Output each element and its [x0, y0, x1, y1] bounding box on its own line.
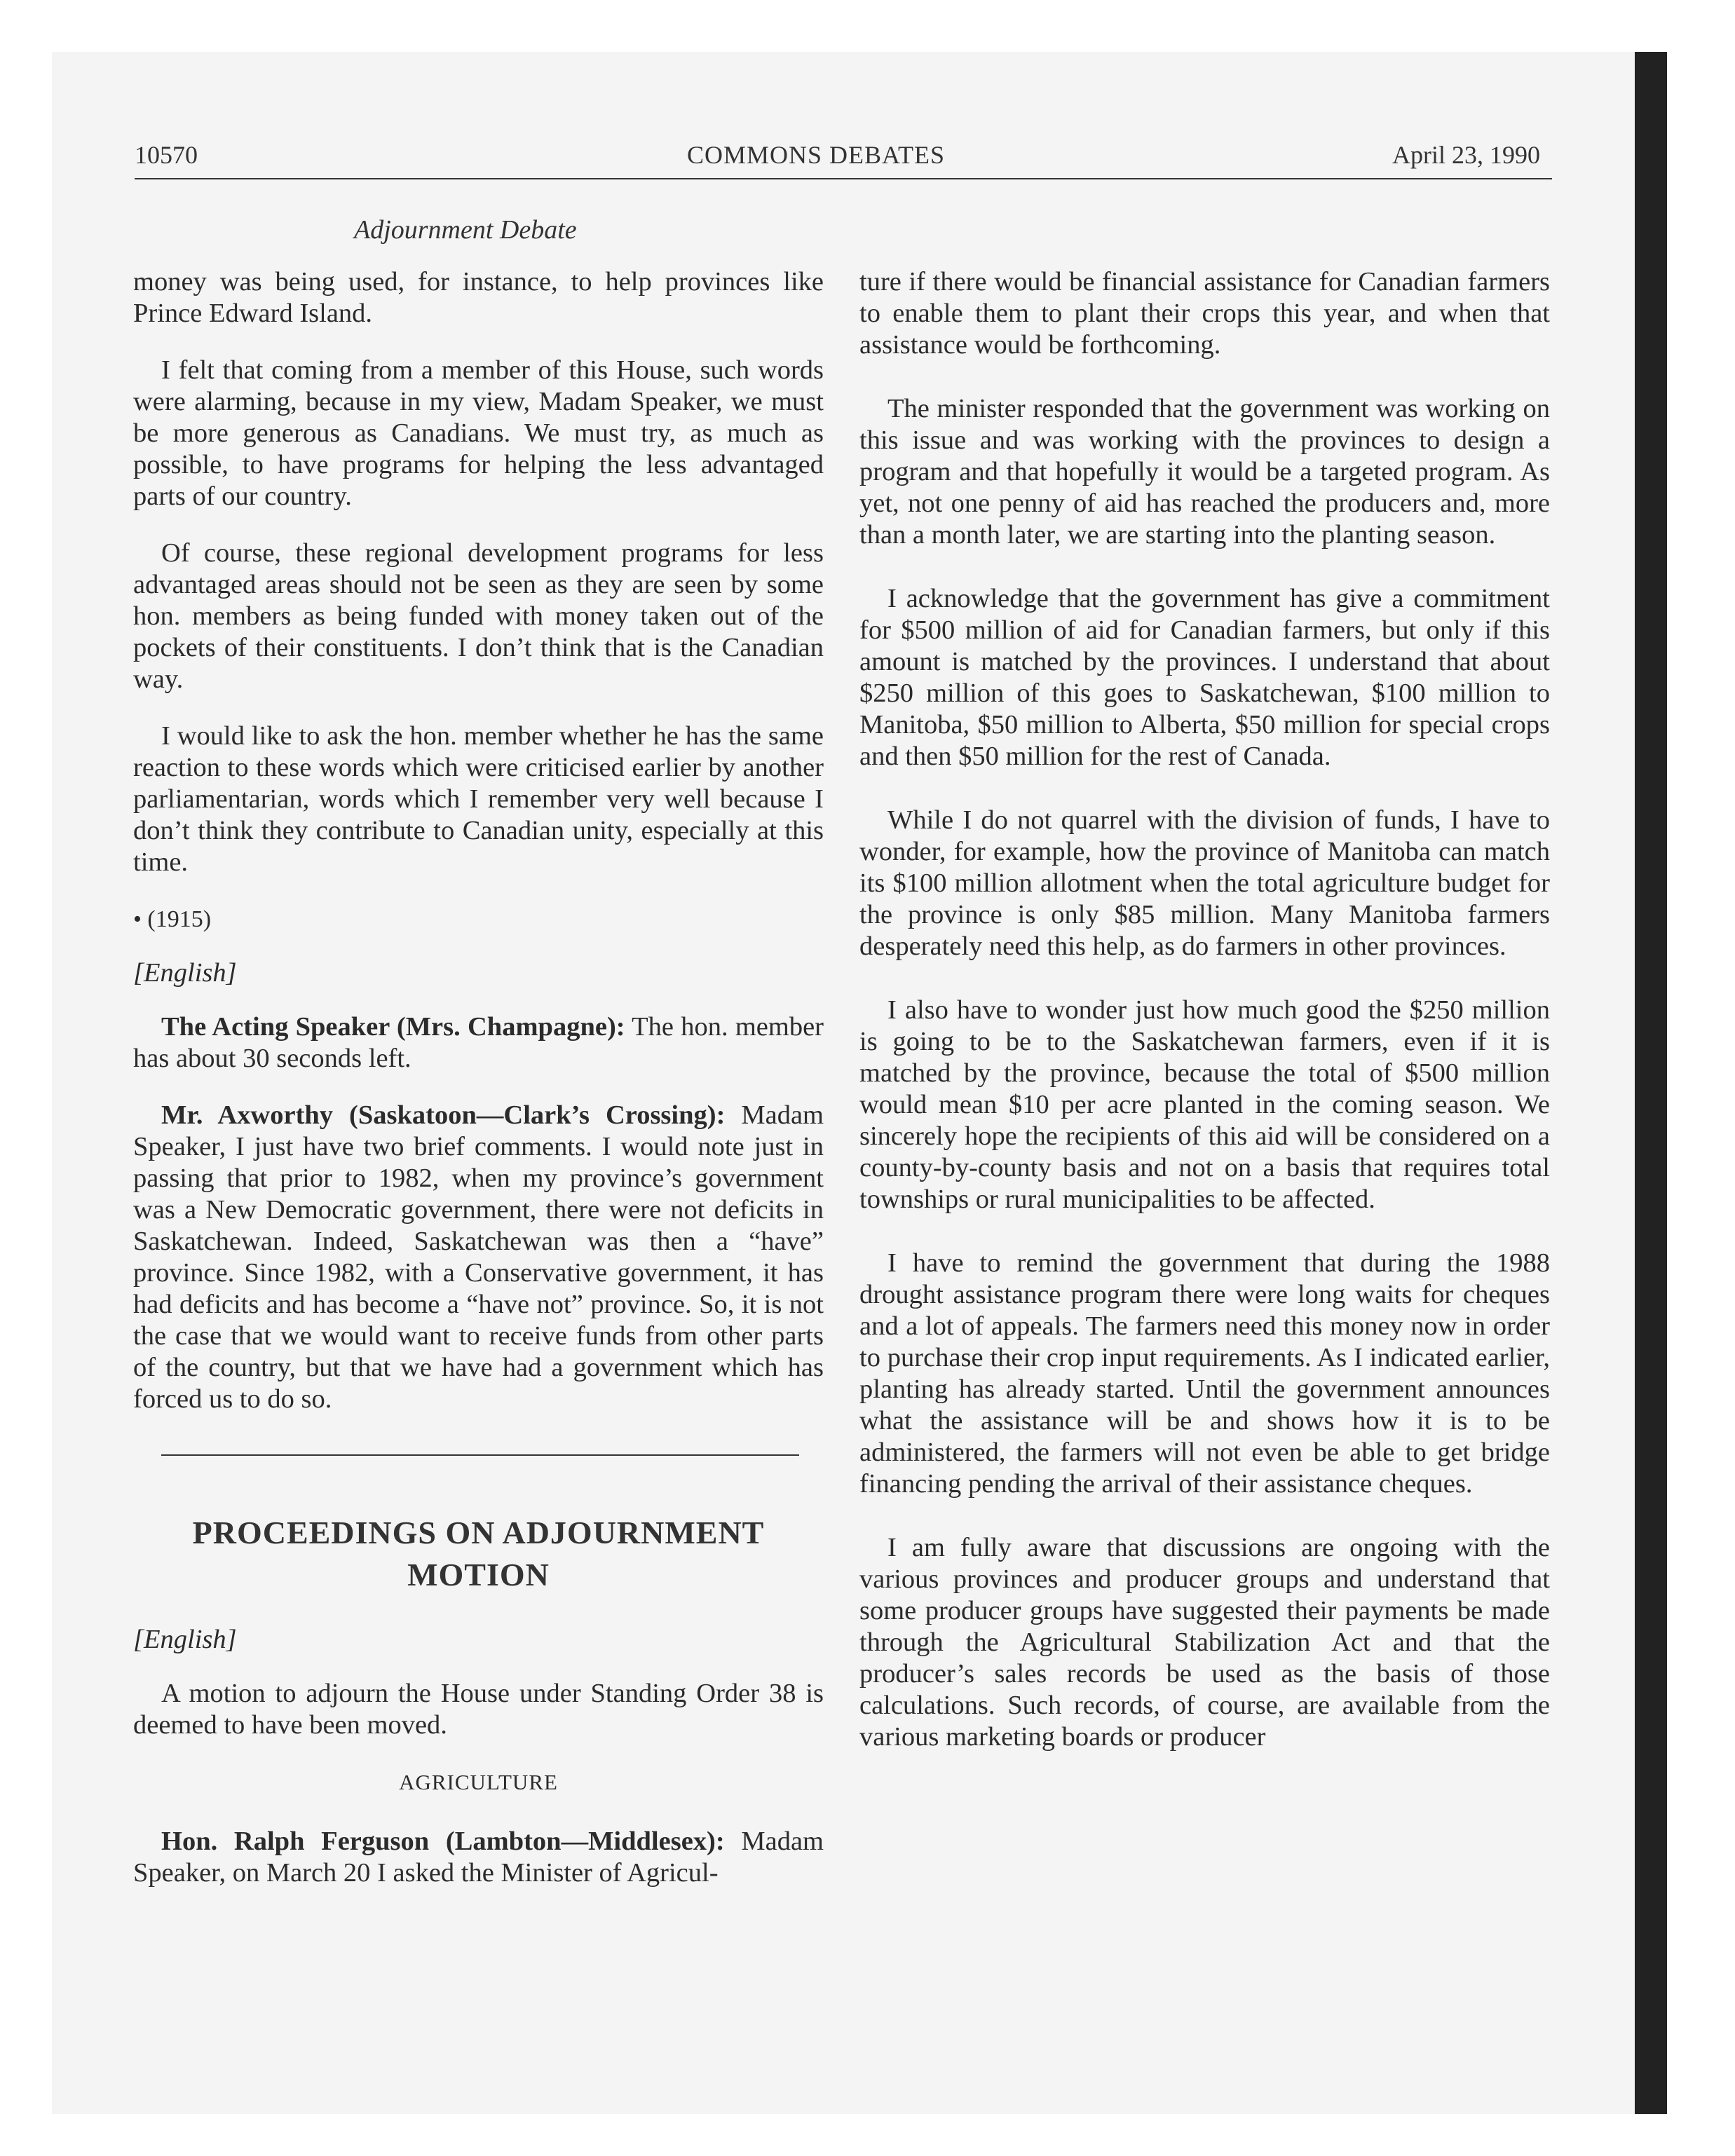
paragraph: I felt that coming from a member of this House, such words were alarming, because in my view, Madam Speaker, we must be more generous as Canadians. We must try, as much as possible, to have programs for helping the less advantaged parts of our country.: [133, 355, 824, 511]
paragraph: I acknowledge that the government has give a commitment for $500 million of aid for Canadian farmers, but only if this amount is matched by the provinces. I understand that about $250 million of this goes to Saskatchewan, $100 million to Manitoba, $50 million to Alberta, $50 million for special crops and then $50 million for the rest of Canada.: [859, 584, 1550, 771]
speaker-name: The Acting Speaker (Mrs. Champagne):: [161, 1012, 625, 1042]
time-marker: • (1915): [133, 906, 212, 932]
paragraph: While I do not quarrel with the division of funds, I have to wonder, for example, how the province of Manitoba can match its $100 million allotment when the total agriculture budget for the province is only $85 million. Many Manitoba farmers desperately need this help, as do farmers in other provinces.: [859, 805, 1550, 961]
speech-text: The hon. member has about 30 seconds left.: [133, 1012, 824, 1073]
publication-date: April 23, 1990: [1392, 141, 1540, 169]
header-rule: [135, 178, 1552, 179]
page-number: 10570: [135, 141, 198, 169]
paragraph: Of course, these regional development programs for less advantaged areas should not be seen as they are seen by some hon. members as being funded with money taken out of the pockets of their constituents. I don’t think that is the Canadian way.: [133, 538, 824, 694]
paragraph: I would like to ask the hon. member whether he has the same reaction to these words which were criticised earlier by another parliamentarian, words which I remember very well because I don’t think they contribute to Canadian unity, especially at this time.: [133, 721, 824, 877]
section-heading: PROCEEDINGS ON ADJOURNMENT MOTION: [192, 1515, 765, 1592]
speech-paragraph: [133, 1011, 824, 1074]
language-marker: [English]: [133, 1625, 237, 1654]
paragraph: I am fully aware that discussions are ongoing with the various provinces and producer groups and understand that some producer groups have suggested their payments be made through the Agricultural Stabilization Act and that the producer’s sales records be used as the basis of those calculations. Such records, of course, are available from the various marketing boards or producer: [859, 1533, 1550, 1752]
motion-paragraph: A motion to adjourn the House under Standing Order 38 is deemed to have been moved.: [133, 1679, 824, 1740]
section-label: Adjournment Debate: [354, 215, 577, 245]
paragraph: I have to remind the government that during the 1988 drought assistance program there were long waits for cheques and a lot of appeals. The farmers need this money now in order to purchase their crop input requirements. As I indicated earlier, planting has already started. Until the government announces what the assistance will be and shows how it is to be administered, the farmers will not even be able to get bridge financing pending the arrival of their assistance cheques.: [859, 1248, 1550, 1499]
paragraph: The minister responded that the government was working on this issue and was working with the provinces to design a program and that hopefully it would be a targeted program. As yet, not one penny of aid has reached the producers and, more than a month later, we are starting into the planting season.: [859, 394, 1550, 550]
speech-paragraph: [133, 1100, 824, 1415]
paragraph: money was being used, for instance, to help provinces like Prince Edward Island.: [133, 267, 824, 328]
speaker-name: Mr. Axworthy (Saskatoon—Clark’s Crossing):: [161, 1100, 726, 1130]
speech-text: Madam Speaker, I just have two brief comments. I would note just in passing that prior to 1982, when my province’s government was a New Democratic government, there were not deficits in Saskatchewan. Indeed, Saskatchewan was then a “have” province. Since 1982, with a Conservative government, it has had deficits and has become a “have not” province. So, it is not the case that we would want to receive funds from other parts of the country, but that we have had a government which has forced us to do so.: [133, 1100, 824, 1414]
subject-heading: AGRICULTURE: [399, 1770, 558, 1794]
speaker-name: Hon. Ralph Ferguson (Lambton—Middlesex):: [161, 1827, 725, 1856]
scan-edge-bar: [1635, 52, 1667, 2114]
paragraph: ture if there would be financial assistance for Canadian farmers to enable them to plant their crops this year, and when that assistance would be forthcoming.: [859, 267, 1550, 360]
publication-title: COMMONS DEBATES: [687, 141, 946, 169]
section-divider: [161, 1454, 799, 1456]
speech-paragraph: [133, 1826, 824, 1889]
language-marker: [English]: [133, 958, 237, 988]
right-column: [859, 266, 1550, 1785]
left-column: [133, 266, 824, 1914]
paragraph: I also have to wonder just how much good the $250 million is going to be to the Saskatchewan farmers, even if it is matched by the province, because the total of $500 million would mean $10 per acre planted in the coming season. We sincerely hope the recipients of this aid will be considered on a county-by-county basis and not on a basis that requires total townships or rural municipalities to be affected.: [859, 995, 1550, 1214]
speech-text: Madam Speaker, on March 20 I asked the Minister of Agricul-: [133, 1827, 824, 1888]
